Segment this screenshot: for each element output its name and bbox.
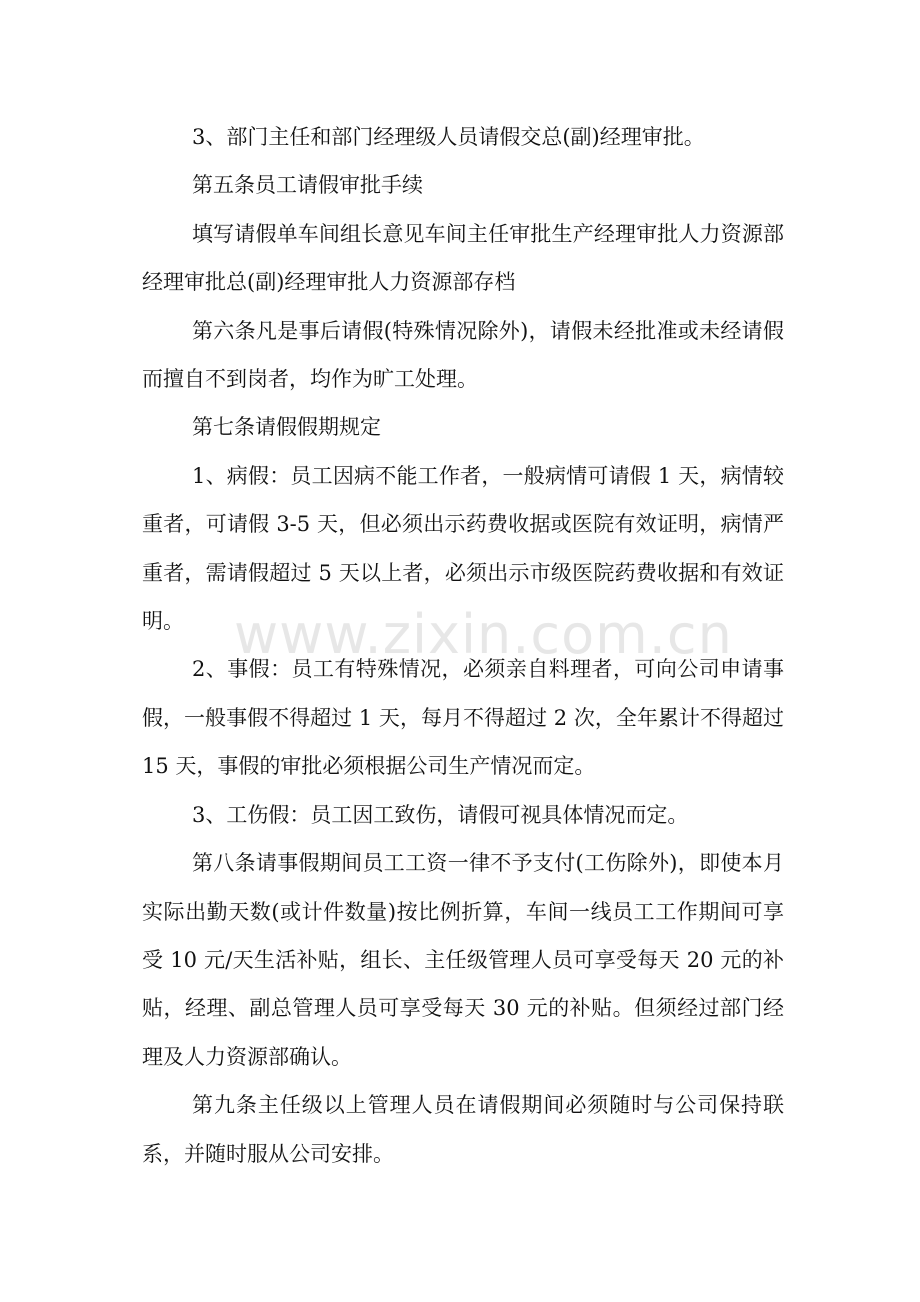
personal-leave-paragraph: 2、事假：员工有特殊情况，必须亲自料理者，可向公司申请事假，一般事假不得超过 1 天，每月不得超过 2 次，全年累计不得超过 15 天，事假的审批必须根据公司生产情况而定。	[142, 657, 784, 779]
paragraph-approval-flow: 填写请假单车间组长意见车间主任审批生产经理审批人力资源部经理审批总(副)经理审批人力资源部存档	[142, 221, 784, 295]
article-5-heading: 第五条员工请假审批手续	[192, 173, 423, 198]
injury-leave-paragraph: 3、工伤假：员工因工致伤，请假可视具体情况而定。	[192, 802, 689, 827]
article-8-paragraph: 第八条请事假期间员工工资一律不予支付(工伤除外)，即使本月实际出勤天数(或计件数量)按比例折算，车间一线员工工作期间可享受 10 元/天生活补贴，组长、主任级管理人员可享受每天 20 元的补贴，经理、副总管理人员可享受每天 30 元的补贴。但须经过部门经理及人力资源部确认。	[142, 851, 784, 1069]
article-9-paragraph: 第九条主任级以上管理人员在请假期间必须随时与公司保持联系，并随时服从公司安排。	[142, 1093, 784, 1166]
sick-leave-paragraph: 1、病假：员工因病不能工作者，一般病情可请假 1 天，病情较重者，可请假 3-5 天，但必须出示药费收据或医院有效证明，病情严重者，需请假超过 5 天以上者，必须出示市级医院药费收据和有效证明。	[142, 463, 784, 634]
article-6-paragraph: 第六条凡是事后请假(特殊情况除外)，请假未经批准或未经请假而擅自不到岗者，均作为旷工处理。	[142, 318, 784, 392]
paragraph-item-3-approval: 3、部门主任和部门经理级人员请假交总(副)经理审批。	[192, 125, 705, 149]
watermark-text: www.zixin.com.cn	[234, 603, 733, 666]
article-7-heading: 第七条请假假期规定	[192, 415, 381, 440]
document-body	[142, 113, 784, 1178]
